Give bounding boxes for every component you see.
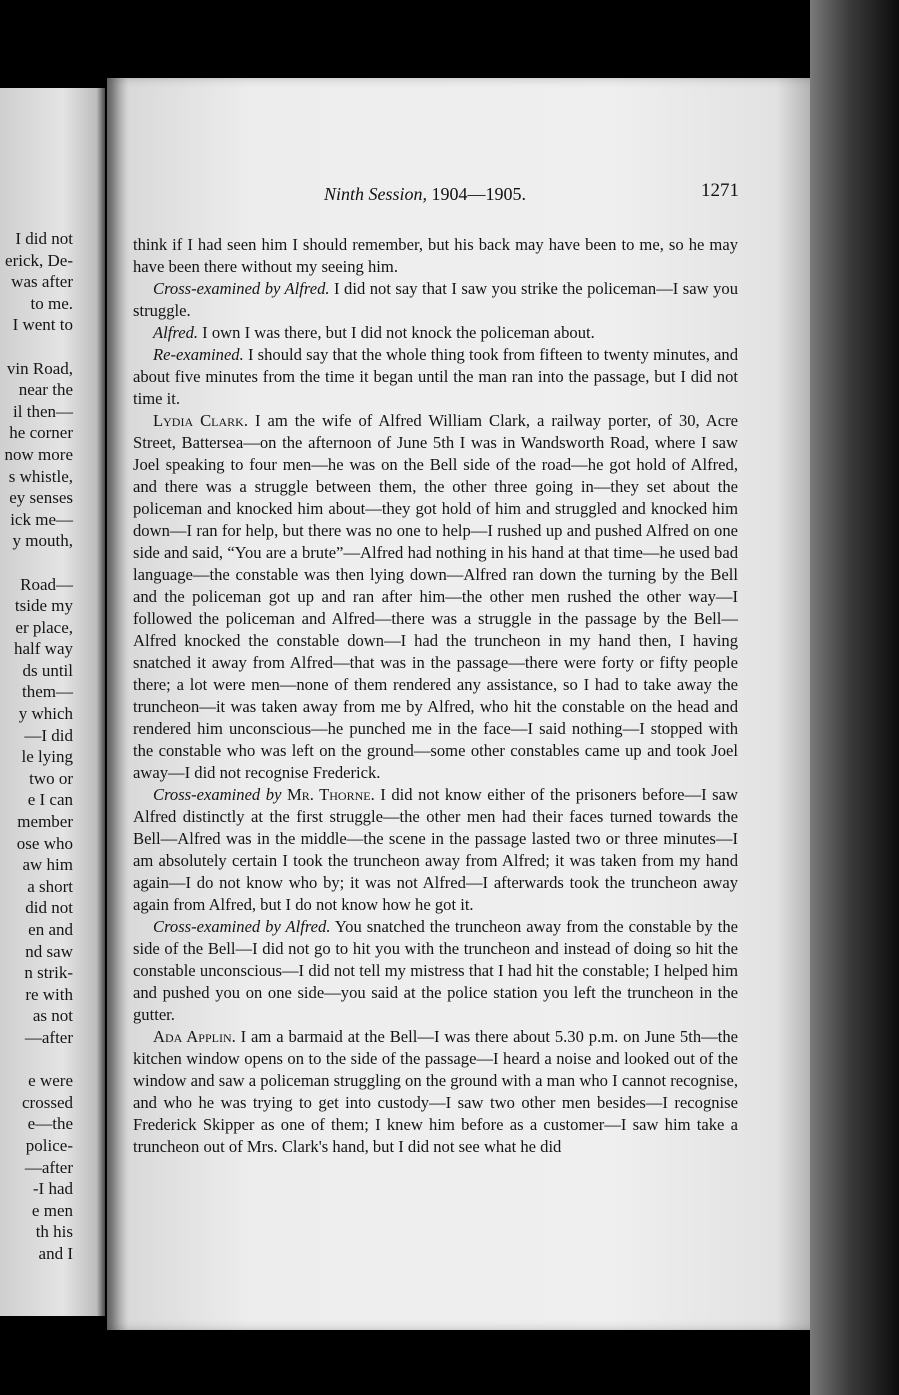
left-page-line: le lying xyxy=(21,747,73,767)
left-page-line: crossed xyxy=(22,1092,73,1112)
witness-name: Ada Applin. xyxy=(153,1027,236,1046)
left-facing-page xyxy=(0,88,105,1316)
left-page-line: was after xyxy=(11,272,73,292)
left-page-line: police- xyxy=(25,1135,73,1155)
left-page-line: member xyxy=(17,812,73,832)
left-page-line: ey senses xyxy=(9,488,73,508)
left-page-line: en and xyxy=(28,920,73,939)
left-page-line: he corner xyxy=(9,423,73,443)
testimony-text: I should say that the whole thing took from fifteen to twenty minutes, and about five minutes from the time it began until the man ran into the passage, but I did not time it. xyxy=(133,345,738,408)
left-page-line: half way xyxy=(13,639,73,659)
left-page-line: e I can xyxy=(27,790,73,810)
left-page-line: now more xyxy=(4,444,73,464)
transcript-paragraph xyxy=(133,410,738,784)
testimony-text: I am the wife of Alfred William Clark, a railway porter, of 30, Acre Street, Battersea—on the afternoon of June 5th I was in Wandsworth Road, where I saw Joel speaking to four men—he was on the Bell side of the road—he got hold of Alfred, and there was a struggle between them, the other three going in—they set about the policeman and knocked him about—they got hold of him and struggled and knocked him down—I ran for help, but there was no one to help—I rushed up and pushed Alfred on one side and said, “You are a brute”—Alfred had nothing in his hand at that time—he used bad language—the constable was then lying down—Alfred ran down the turning by the Bell and the policeman got up and ran after him—the other men rushed the other way—I followed the policeman and Alfred—there was a struggle in the passage by the Bell—Alfred knocked the constable down—I had the truncheon in my hand then, I having snatched it away from Alfred—that was in the passage—there were forty or fifty people there; a lot were men—none of them rendered any assistance, so I had to take away the truncheon—it was taken away from me by Alfred, who hit the constable on the head and rendered him unconscious—he punched me in the face—I said nothing—I stopped with the constable who was left on the ground—some other constables came up and took Joel away—I did not recognise Frederick. xyxy=(133,411,738,782)
left-page-line: near the xyxy=(18,380,73,400)
testimony-text: I did not say that I saw you strike the policeman—I saw you struggle. xyxy=(133,279,738,320)
transcript-paragraph xyxy=(133,1026,738,1158)
left-page-line xyxy=(5,552,73,574)
left-page-line: tside my xyxy=(14,596,73,616)
left-page-line: ose who xyxy=(16,833,73,853)
session-years: 1904—1905. xyxy=(431,184,527,204)
testimony-text: I own I was there, but I did not knock the policeman about. xyxy=(198,323,595,342)
left-page-line: to me. xyxy=(30,293,73,313)
testimony-text: think if I had seen him I should remember, but his back may have been to me, so he may have been there without my seeing him. xyxy=(133,235,738,276)
transcript-paragraph xyxy=(133,344,738,410)
left-page-line: y which xyxy=(18,704,73,724)
left-page-line: Road— xyxy=(20,574,73,594)
transcript-paragraph xyxy=(133,278,738,322)
testimony-text: You snatched the truncheon away from the constable by the side of the Bell—I did not go to hit you with the truncheon and instead of doing so hit the constable unconscious—I did not tell my mistress that I had hit the constable; I helped him and pushed you on one side—you said at the police station you left the truncheon in the gutter. xyxy=(133,917,738,1024)
page-header xyxy=(324,180,744,210)
witness-name: Lydia Clark. xyxy=(153,411,248,430)
left-page-line: s whistle, xyxy=(8,466,73,486)
left-page-line: a short xyxy=(27,876,73,896)
left-page-line: il then— xyxy=(13,401,73,421)
left-page-line: —I did xyxy=(24,725,73,745)
left-page-line: nd saw xyxy=(25,941,73,961)
left-page-line: e—the xyxy=(27,1114,73,1134)
examination-label: Re-examined. xyxy=(153,345,244,364)
transcript-paragraph xyxy=(133,784,738,916)
left-page-text xyxy=(5,228,73,1265)
left-page-line: er place, xyxy=(15,617,73,637)
left-page-line: —after xyxy=(24,1027,73,1047)
left-page-line xyxy=(5,1049,73,1071)
transcript-paragraph xyxy=(133,322,738,344)
examination-label: Alfred. xyxy=(153,323,199,342)
left-page-line: and I xyxy=(38,1243,73,1263)
left-page-line: e were xyxy=(28,1071,73,1091)
left-page-line: them— xyxy=(22,682,73,702)
left-page-line: vin Road, xyxy=(6,358,73,378)
left-page-line: did not xyxy=(25,898,73,918)
left-page-line: re with xyxy=(25,984,73,1004)
left-page-line: I went to xyxy=(12,315,73,335)
left-page-line: n strik- xyxy=(24,963,73,983)
page-number: 1271 xyxy=(701,180,739,201)
page-edge-shadow xyxy=(810,0,899,1395)
left-page-line xyxy=(5,336,73,358)
left-page-line: erick, De- xyxy=(5,250,73,270)
left-page-line: ds until xyxy=(22,660,73,680)
examination-label: Cross-examined by Alfred. xyxy=(153,917,331,936)
left-page-line: as not xyxy=(32,1006,73,1026)
counsel-name: Mr. Thorne. xyxy=(281,785,375,804)
left-page-line: two or xyxy=(29,768,73,788)
left-page-line: aw him xyxy=(22,855,73,875)
trial-transcript-body xyxy=(133,234,738,1158)
left-page-line: ick me— xyxy=(10,509,73,529)
left-page-line: e men xyxy=(31,1200,73,1220)
left-page-line: y mouth, xyxy=(12,531,73,551)
examination-label: Cross-examined by Alfred. xyxy=(153,279,330,298)
testimony-text: I did not know either of the prisoners before—I saw Alfred distinctly at the first struggle—the other men had their faces turned towards the Bell—Alfred was in the middle—the scene in the passage lasted two or three minutes—I am absolutely certain I took the truncheon away from Alfred; it was taken from my hand again—I do not know who by; it was not Alfred—I afterwards took the truncheon away again from Alfred, but I do not know how he got it. xyxy=(133,785,738,914)
left-page-line: I did not xyxy=(15,229,73,248)
testimony-text: I am a barmaid at the Bell—I was there about 5.30 p.m. on June 5th—the kitchen window opens on to the side of the passage—I heard a noise and looked out of the window and saw a policeman struggling on the ground with a man who I cannot recognise, and who he was trying to get into custody—I saw two other men besides—I recognise Frederick Skipper as one of them; I knew him before as a customer—I saw him take a truncheon out of Mrs. Clark's hand, but I did not see what he did xyxy=(133,1027,738,1156)
examination-label: Cross-examined by xyxy=(153,785,282,804)
running-title: Ninth Session, 1904—1905. xyxy=(324,184,527,204)
left-page-line: —after xyxy=(24,1157,73,1177)
left-page-line: th his xyxy=(35,1222,73,1242)
left-page-line: -I had xyxy=(32,1179,73,1199)
transcript-paragraph xyxy=(133,234,738,278)
transcript-paragraph xyxy=(133,916,738,1026)
